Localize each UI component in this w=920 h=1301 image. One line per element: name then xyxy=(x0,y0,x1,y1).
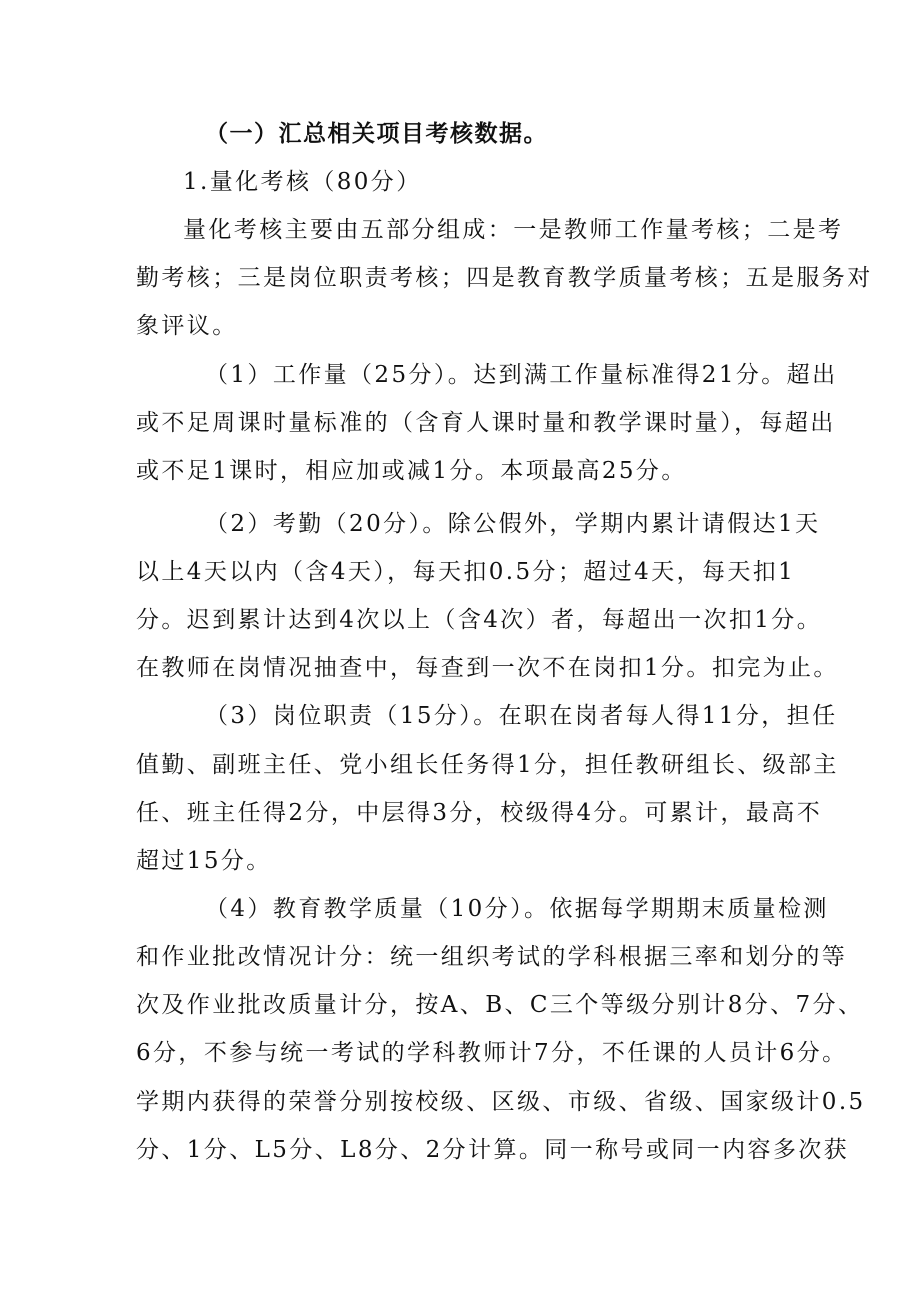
section-heading: （一）汇总相关项目考核数据。 xyxy=(205,121,548,147)
text-line: （4）教育教学质量（10分）。依据每学期期末质量检测 xyxy=(205,896,829,922)
text-line: 次及作业批改质量计分，按A、B、C三个等级分别计8分、7分、 xyxy=(136,992,864,1018)
text-line: 象评议。 xyxy=(136,313,238,339)
text-line: 值勤、副班主任、党小组长任务得1分，担任教研组长、级部主 xyxy=(136,752,839,778)
text-line: 量化考核主要由五部分组成：一是教师工作量考核；二是考 xyxy=(183,217,844,243)
text-line: 分。迟到累计达到4次以上（含4次）者，每超出一次扣1分。 xyxy=(136,607,823,633)
text-line: 任、班主任得2分，中层得3分，校级得4分。可累计，最高不 xyxy=(136,800,823,826)
text-line: 在教师在岗情况抽查中，每查到一次不在岗扣1分。扣完为止。 xyxy=(136,655,839,681)
text-line: 分、1分、L5分、L8分、2分计算。同一称号或同一内容多次获 xyxy=(136,1137,850,1163)
text-line: 或不足周课时量标准的（含育人课时量和教学课时量），每超出 xyxy=(136,410,836,436)
text-line: 学期内获得的荣誉分别按校级、区级、市级、省级、国家级计0.5 xyxy=(136,1089,866,1115)
text-line: （2）考勤（20分）。除公假外，学期内累计请假达1天 xyxy=(205,511,821,537)
text-line: 和作业批改情况计分：统一组织考试的学科根据三率和划分的等 xyxy=(136,944,848,970)
text-line: （3）岗位职责（15分）。在职在岗者每人得11分，担任 xyxy=(205,703,838,729)
text-line: 勤考核；三是岗位职责考核；四是教育教学质量考核；五是服务对 xyxy=(136,265,873,291)
subsection-heading: 1.量化考核（80分） xyxy=(183,169,422,195)
text-line: 以上4天以内（含4天），每天扣0.5分；超过4天，每天扣1 xyxy=(136,559,796,585)
text-line: 超过15分。 xyxy=(136,848,272,874)
text-line: 或不足1课时，相应加或减1分。本项最高25分。 xyxy=(136,458,687,484)
text-line: 6分，不参与统一考试的学科教师计7分，不任课的人员计6分。 xyxy=(136,1040,848,1066)
text-line: （1）工作量（25分）。达到满工作量标准得21分。超出 xyxy=(205,362,838,388)
